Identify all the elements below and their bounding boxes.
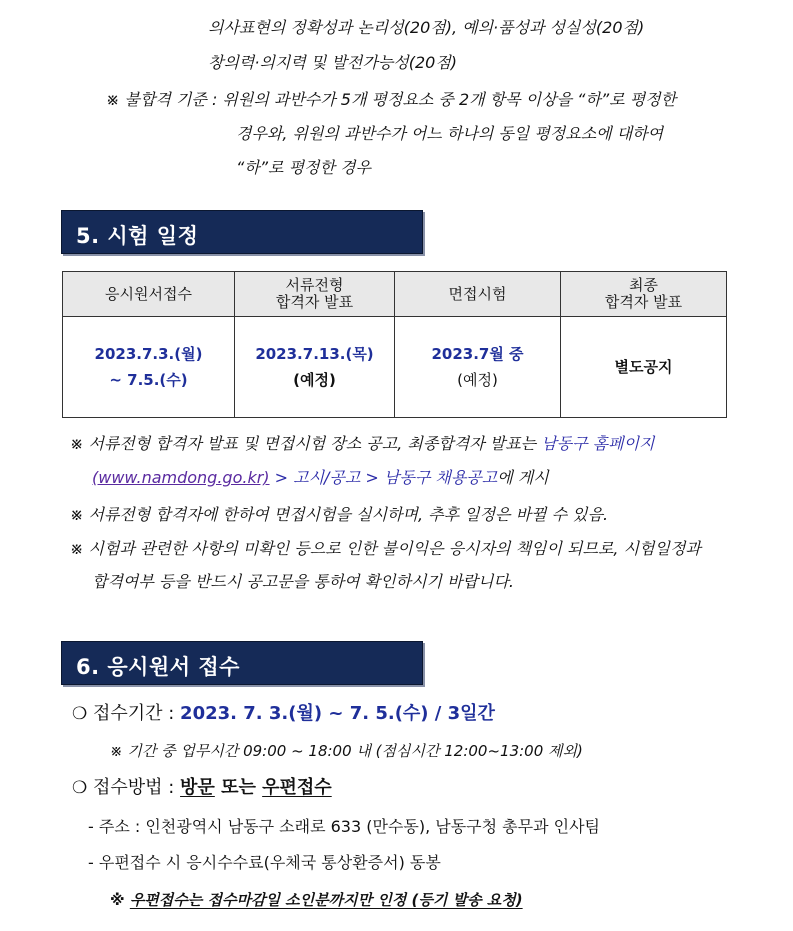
period-note: ※ 기간 중 업무시간 09:00 ~ 18:00 내 (점심시간 12:00~13:00 제외) — [110, 742, 583, 760]
criteria-line-2: 창의력·의지력 및 발전가능성(20점) — [208, 53, 458, 72]
header-final-result: 최종 합격자 발표 — [561, 272, 727, 317]
criteria-line-1: 의사표현의 정확성과 논리성(20점), 예의·품성과 성실성(20점) — [208, 18, 645, 37]
method-visit: 방문 — [180, 777, 215, 798]
bullet-circle-icon: ❍ — [72, 704, 88, 724]
board-path[interactable]: > 고시/공고 > 남동구 채용공고 — [269, 468, 498, 487]
fail-criteria — [106, 90, 676, 110]
section-6-title: 6. 응시원서 접수 — [76, 655, 240, 679]
schedule-note-2: ※ 서류전형 합격자에 한하여 면접시험을 실시하며, 추후 일정은 바뀔 수 있음. — [70, 505, 609, 524]
bullet-circle-icon: ❍ — [72, 778, 88, 798]
cell-application-date: 2023.7.3.(월) ~ 7.5.(수) — [63, 317, 235, 418]
method-label: 접수방법 : — [92, 777, 181, 798]
address-line: - 주소 : 인천광역시 남동구 소래로 633 (만수동), 남동구청 총무과 인사팀 — [88, 817, 600, 836]
section-5-title: 5. 시험 일정 — [76, 224, 199, 248]
fail-criteria-text-3: “하”로 평정한 경우 — [236, 158, 371, 177]
postal-fee-line: - 우편접수 시 응시수수료(우체국 통상환증서) 동봉 — [88, 853, 441, 872]
schedule-note-3: ※ 시험과 관련한 사항의 미확인 등으로 인한 불이익은 응시자의 책임이 되므로, 시험일정과 — [70, 539, 701, 558]
cell-interview-date: 2023.7월 중 (예정) — [395, 317, 561, 418]
section-6-header — [61, 641, 423, 685]
table-header-row — [63, 272, 727, 317]
period-label: 접수기간 : — [92, 703, 181, 724]
method-post: 우편접수 — [262, 777, 332, 798]
period-row — [72, 702, 495, 726]
period-value: 2023. 7. 3.(월) ~ 7. 5.(수) / 3일간 — [180, 703, 495, 724]
fail-criteria-label: ※ 불합격 기준 : — [106, 90, 223, 109]
section-5-header — [61, 210, 423, 254]
cell-final-result-date: 별도공지 — [561, 317, 727, 418]
postal-note: ※ 우편접수는 접수마감일 소인분까지만 인정 (등기 발송 요청) — [110, 891, 523, 909]
schedule-note-1-cont: (www.namdong.go.kr) > 고시/공고 > 남동구 채용공고에 게시 — [92, 468, 549, 487]
exam-schedule-table — [62, 271, 727, 418]
header-interview: 면접시험 — [395, 272, 561, 317]
schedule-note-3-cont: 합격여부 등을 반드시 공고문을 통하여 확인하시기 바랍니다. — [92, 572, 515, 591]
cell-document-result-date: 2023.7.13.(목) (예정) — [235, 317, 395, 418]
homepage-link[interactable]: 남동구 홈페이지 — [541, 434, 655, 453]
header-application: 응시원서접수 — [63, 272, 235, 317]
fail-criteria-text-2: 경우와, 위원의 과반수가 어느 하나의 동일 평정요소에 대하여 — [236, 124, 664, 143]
method-row: ❍ 접수방법 : 방문 또는 우편접수 — [72, 777, 332, 798]
fail-criteria-text-1: 위원의 과반수가 5개 평정요소 중 2개 항목 이상을 “하”로 평정한 — [222, 90, 677, 109]
table-row — [63, 317, 727, 418]
header-document-result: 서류전형 합격자 발표 — [235, 272, 395, 317]
schedule-note-1: ※ 서류전형 합격자 발표 및 면접시험 장소 공고, 최종합격자 발표는 남동구 홈페이지 — [70, 434, 655, 453]
homepage-url[interactable]: (www.namdong.go.kr) — [92, 468, 270, 487]
